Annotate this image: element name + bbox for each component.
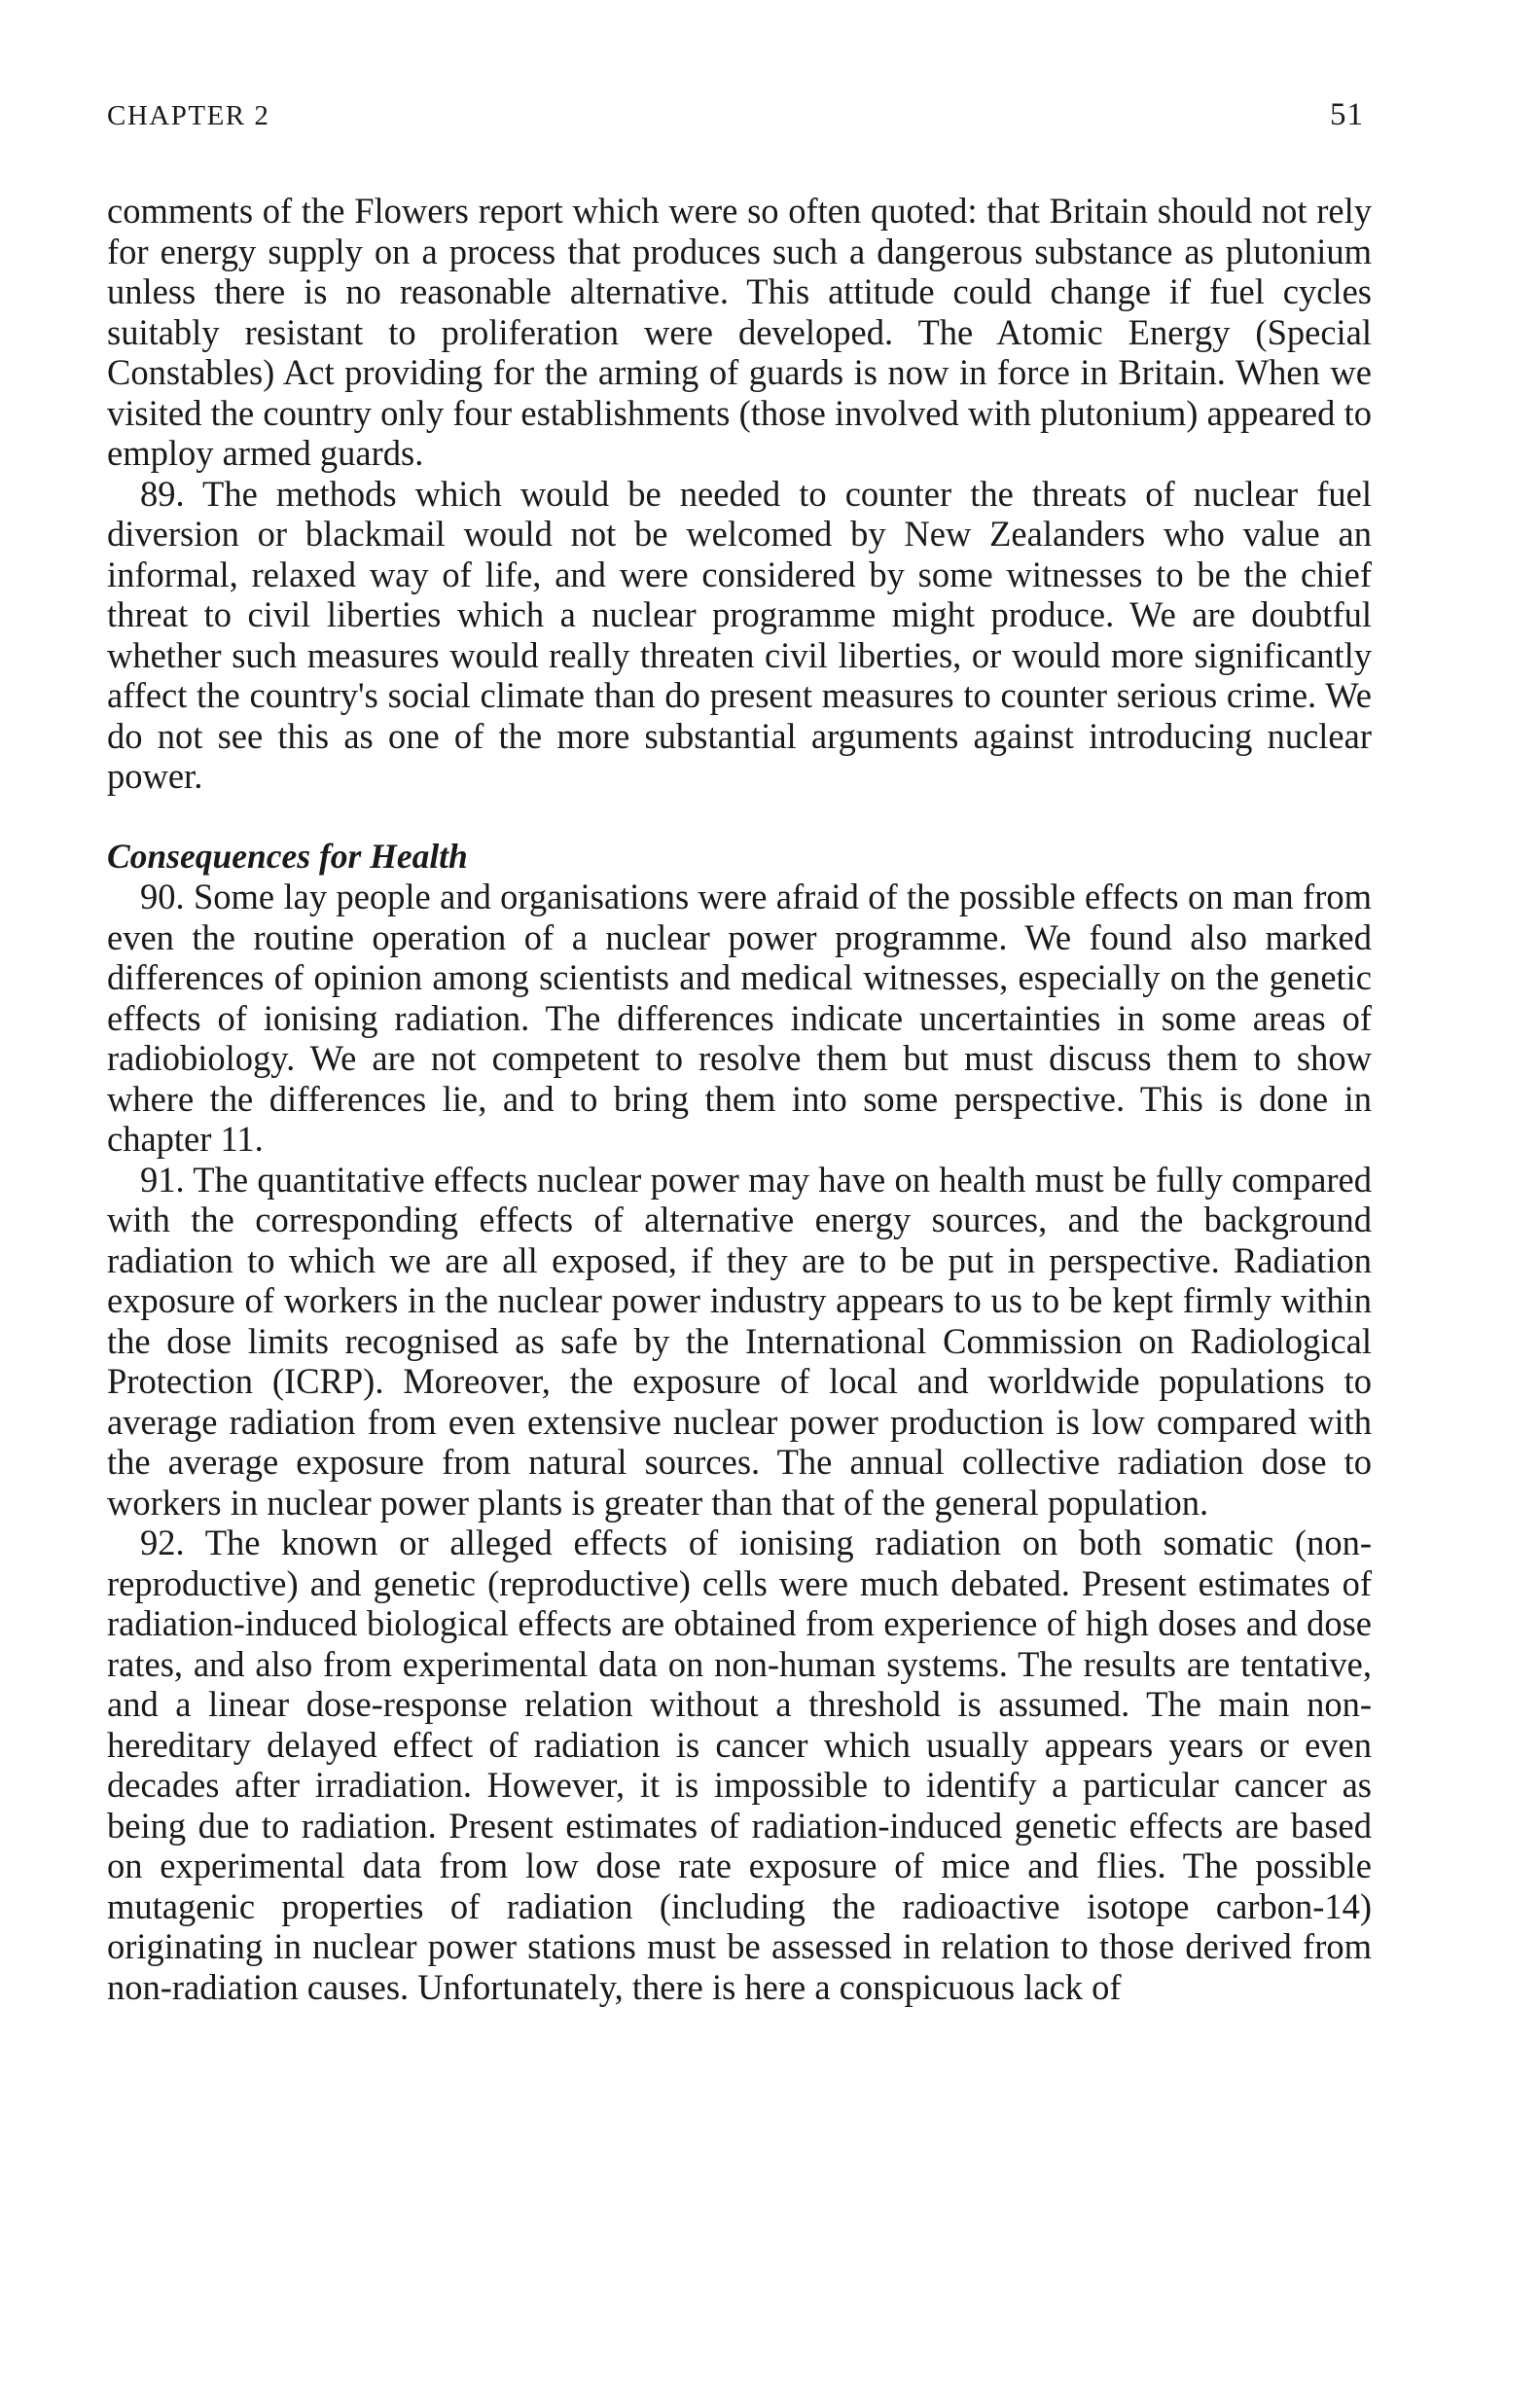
paragraph-91: 91. The quantitative effects nuclear power may have on health must be fully compared with the corresponding effects of alternative energy sources, and the background radiation to which we are all exposed, if they are to be put in perspective. Radiation exposure of workers in the nuclear power industry appears to us to be kept firmly within the dose limits recognised as safe by the International Commission on Radiological Protection (ICRP). Moreover, the exposure of local and worldwide populations to average radiation from even extensive nuclear power production is low compared with the average exposure from natural sources. The annual collective radiation dose to workers in nuclear power plants is greater than that of the general population. <box>107 1159 1372 1523</box>
running-header <box>107 97 1372 140</box>
document-page <box>107 97 1372 2007</box>
paragraph-89: 89. The methods which would be needed to counter the threats of nuclear fuel diversion or blackmail would not be welcomed by New Zealanders who value an informal, relaxed way of life, and were considered by some witnesses to be the chief threat to civil liberties which a nuclear programme might produce. We are doubtful whether such measures would really threaten civil liberties, or would more significantly affect the country's social climate than do present measures to counter serious crime. We do not see this as one of the more substantial arguments against introducing nuclear power. <box>107 473 1372 796</box>
paragraph-90: 90. Some lay people and organisations were afraid of the possible effects on man from even the routine operation of a nuclear power programme. We found also marked differences of opinion among scientists and medical witnesses, especially on the genetic effects of ionising radiation. The differences indicate uncertainties in some areas of radiobiology. We are not competent to resolve them but must discuss them to show where the differences lie, and to bring them into some perspective. This is done in chapter 11. <box>107 877 1372 1159</box>
body-text <box>107 191 1372 2007</box>
section-heading: Consequences for Health <box>107 836 468 876</box>
chapter-label: CHAPTER 2 <box>107 100 270 131</box>
continuation-paragraph: comments of the Flowers report which were so often quoted: that Britain should not rely for energy supply on a process that produces such a dangerous substance as plutonium unless there is no reasonable alternative. This attitude could change if fuel cycles suitably resistant to proliferation were developed. The Atomic Energy (Special Constables) Act providing for the arming of guards is now in force in Britain. When we visited the country only four establishments (those involved with plutonium) appeared to employ armed guards. <box>107 191 1372 473</box>
page-number: 51 <box>1330 97 1364 132</box>
paragraph-92: 92. The known or alleged effects of ionising radiation on both somatic (non-reproductive) and genetic (reproductive) cells were much debated. Present estimates of radiation-induced biological effects are obtained from experience of high doses and dose rates, and also from experimental data on non-human systems. The results are tentative, and a linear dose-response relation without a threshold is assumed. The main non-hereditary delayed effect of radiation is cancer which usually appears years or even decades after irradiation. However, it is impossible to identify a particular cancer as being due to radiation. Present estimates of radiation-induced genetic effects are based on experimental data from low dose rate exposure of mice and flies. The possible mutagenic properties of radiation (including the radioactive isotope carbon-14) originating in nuclear power stations must be assessed in relation to those derived from non-radiation causes. Unfortunately, there is here a conspicuous lack of <box>107 1523 1372 2007</box>
